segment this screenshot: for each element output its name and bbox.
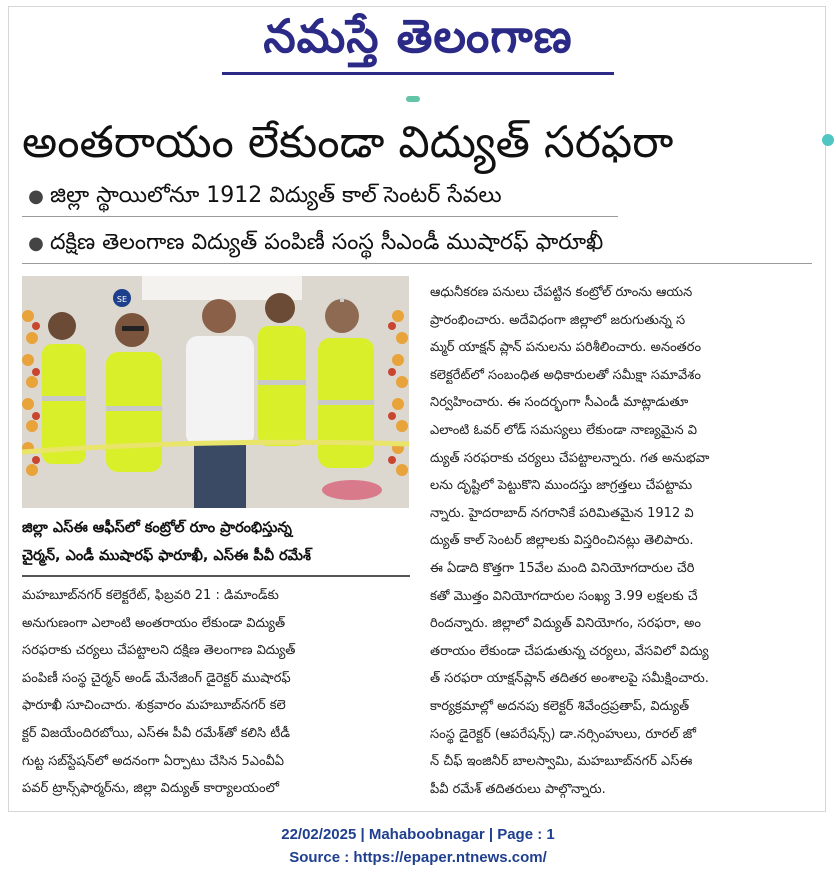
body-line: కతో మొత్తం వినియోగదారుల సంఖ్య 3.99 లక్షలకు చే	[430, 588, 698, 604]
article-body-right-column	[430, 279, 812, 809]
body-line: క్టర్ విజయేందిరబోయి, ఎస్ఈ పీవీ రమేశ్‌తో కలిసి టీడీ	[22, 725, 290, 741]
body-line: తరాయం లేకుండా చేపడుతున్న చర్యలు, వేసవిలో విద్యు	[430, 643, 709, 659]
body-line: ఆధునీకరణ పనులు చేపట్టిన కంట్రోల్ రూంను ఆయన	[430, 285, 693, 300]
caption-line: జిల్లా ఎస్ఈ ఆఫీస్‌లో కంట్రోల్ రూం ప్రారంభిస్తున్న	[22, 520, 292, 536]
decorative-dot	[406, 96, 420, 102]
article-body-left-column	[22, 582, 414, 802]
body-line: ప్రారంభించారు. అదేవిధంగా జిల్లాలో జరుగుతున్న స	[430, 312, 686, 328]
body-line: న్నారు. హైదరాబాద్ నగరానికే పరిమితమైన 1912 వి	[430, 505, 694, 521]
decorative-dot	[822, 134, 834, 146]
photo-caption	[22, 514, 410, 570]
body-line: ద్యుత్ కాల్ సెంటర్ జిల్లాలకు విస్తరించినట్లు తెలిపారు.	[430, 533, 694, 549]
wall-sign-text: SE	[116, 295, 128, 304]
article-headline: అంతరాయం లేకుండా విద్యుత్ సరఫరా	[22, 117, 674, 168]
body-line: కలెక్టరేట్‌లో సంబంధిత అధికారులతో సమీక్షా సమావేశం	[430, 367, 701, 383]
body-line: ద్యుత్ సరఫరాకు చర్యలు చేపట్టాలన్నారు. గత అనుభవా	[430, 450, 710, 466]
body-line: ఎలాంటి ఓవర్ లోడ్ సమస్యలు లేకుండా నాణ్యమైన వి	[430, 422, 697, 438]
body-line: సంస్థ డైరెక్టర్ (ఆపరేషన్స్) డా.నర్సింహులు, రూరల్ జో	[430, 726, 696, 742]
subhead-2	[22, 225, 812, 261]
subhead-1-text: జిల్లా స్థాయిలోనూ 1912 విద్యుత్ కాల్ సెంటర్ సేవలు	[50, 183, 502, 208]
subhead-1	[22, 178, 622, 214]
body-line: లను దృష్టిలో పెట్టుకొని ముందస్తు జాగ్రత్తలు చేపట్టామ	[430, 478, 693, 494]
newspaper-masthead: నమస్తే తెలంగాణ	[263, 9, 573, 63]
body-line: నిర్వహించారు. ఈ సందర్భంగా సీఎండీ మాట్లాడుతూ	[430, 395, 689, 411]
subhead-divider	[22, 263, 812, 264]
footer-source-link[interactable]: Source : https://epaper.ntnews.com/	[289, 849, 547, 866]
footer-edition: 22/02/2025 | Mahaboobnagar | Page : 1	[281, 826, 555, 843]
body-line: అనుగుణంగా ఎలాంటి అంతరాయం లేకుండా విద్యుత్	[22, 615, 286, 631]
caption-divider	[22, 575, 410, 577]
article-photo	[22, 276, 409, 508]
body-line: పంపిణీ సంస్థ చైర్మన్ అండ్ మేనేజింగ్ డైరెక్టర్ ముషారఫ్	[22, 670, 291, 686]
body-line: మ్మర్ యాక్షన్ ప్లాన్ పనులను పరిశీలించారు. అనంతరం	[430, 340, 702, 356]
bullet-icon: ●	[28, 233, 44, 254]
body-line: ఈ ఏడాది కొత్తగా 15వేల మంది వినియోగదారుల చేరి	[430, 560, 695, 576]
body-line: రిందన్నారు. జిల్లాలో విద్యుత్ వినియోగం, సరఫరా, అం	[430, 616, 702, 632]
body-line: పవర్ ట్రాన్స్‌ఫార్మర్‌ను, జిల్లా విద్యుత్ కార్యాలయంలో	[22, 781, 279, 797]
body-line: ఫారూఖీ సూచించారు. శుక్రవారం మహబూబ్‌నగర్ కలె	[22, 698, 286, 714]
subhead-divider	[22, 216, 618, 217]
body-line: పీవీ రమేశ్ తదితరులు పాల్గొన్నారు.	[430, 781, 606, 797]
body-line: న్ చీఫ్ ఇంజినీర్ బాలస్వామి, మహబూబ్‌నగర్ ఎస్ఈ	[430, 754, 693, 770]
subhead-2-text: దక్షిణ తెలంగాణ విద్యుత్ పంపిణీ సంస్థ సీఎండీ ముషారఫ్ ఫారూఖీ	[50, 230, 604, 255]
caption-line: చైర్మన్, ఎండీ ముషారఫ్ ఫారూఖీ, ఎస్ఈ పీవీ రమేశ్	[22, 548, 311, 564]
body-line: మహబూబ్‌నగర్ కలెక్టరేట్, ఫిబ్రవరి 21 : డిమాండ్‌కు	[22, 588, 279, 603]
body-line: కార్యక్రమాల్లో అదనపు కలెక్టర్ శివేంద్రప్రతాప్, విద్యుత్	[430, 698, 690, 714]
body-line: గుట్ట సబ్‌స్టేషన్‌లో అదనంగా ఏర్పాటు చేసిన 5ఎంవీఏ	[22, 753, 285, 769]
body-line: సరఫరాకు చర్యలు చేపట్టాలని దక్షిణ తెలంగాణ విద్యుత్	[22, 643, 296, 659]
body-line: త్ సరఫరా యాక్షన్‌ప్లాన్ తదితర అంశాలపై సమీక్షించారు.	[430, 671, 709, 687]
bullet-icon: ●	[28, 186, 44, 207]
masthead-underline	[222, 72, 614, 75]
